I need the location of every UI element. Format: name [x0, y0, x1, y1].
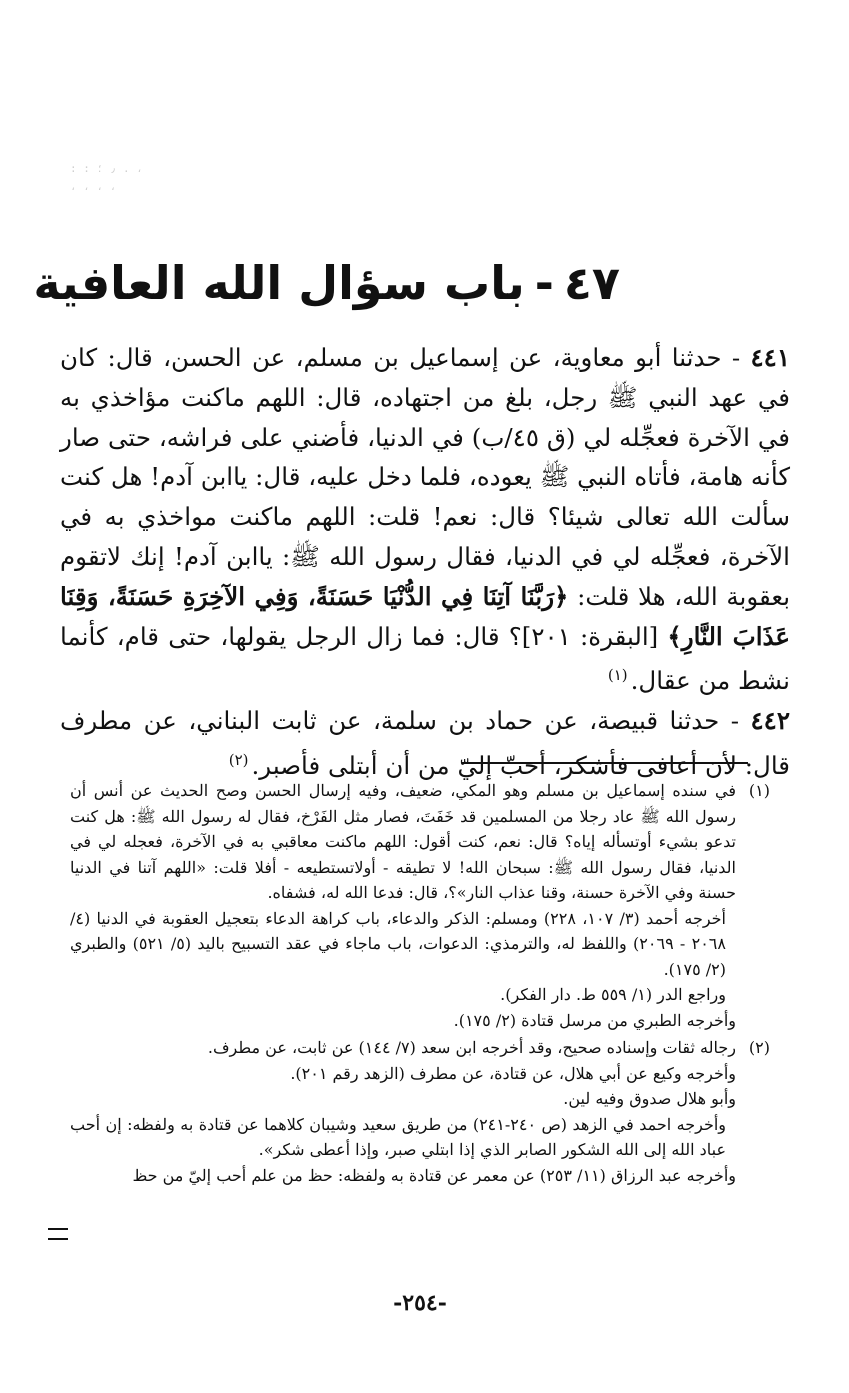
footnote-number: (٢): [748, 1038, 770, 1057]
footnote-paragraph: وأخرجه الطبري من مرسل قتادة (٢/ ١٧٥).: [453, 1010, 736, 1030]
footnote-paragraph: أخرجه أحمد (٣/ ١٠٧، ٢٢٨) ومسلم: الذكر والدعاء، باب كراهة الدعاء بتعجيل العقوبة في الدنيا (٤/ ٢٠٦٨ - ٢٠٦٩) واللفظ له، والترمذي: الدعوات، باب ماجاء في عقد التسبيح باليد (٥/ ٥٢١) والطبري (٢/ ١٧٥).: [70, 908, 726, 979]
footnote-1: [70, 778, 770, 1033]
chapter-dash: -: [534, 256, 554, 310]
footnote-number: (١): [748, 781, 770, 800]
footnote-paragraph: وأخرجه عبد الرزاق (١١/ ٢٥٣) عن معمر عن قتادة به ولفظه: حظ من علم أحب إليّ من حظ: [132, 1165, 736, 1185]
scan-artifact: : : ٫ ؛ . ، ، ، ، ،: [70, 162, 143, 193]
footnotes: [70, 778, 770, 1188]
hadith-number: ٤٤١: [750, 343, 790, 372]
hadith-text: - حدثنا قبيصة، عن حماد بن سلمة، عن ثابت البناني، عن مطرف قال: لأن أعافى فأشكر، أحبّ إليّ من أن أبتلى فأصبر.: [60, 706, 790, 781]
hadith-441: [60, 338, 790, 701]
footnote-paragraph: وأبو هلال صدوق وفيه لين.: [563, 1089, 736, 1108]
footnote-paragraph: وأخرجه احمد في الزهد (ص ٢٤٠-٢٤١) من طريق سعيد وشيبان كلاهما عن قتادة به ولفظه: إن أحب عباد الله إلى الله الشكور الصابر الذي إذا ابتلي صبر، وإذا أعطى شكر».: [70, 1114, 727, 1159]
chapter-number: ٤٧: [563, 256, 620, 310]
footnote-2: [70, 1035, 770, 1188]
chapter-title: باب سؤال الله العافية: [33, 256, 525, 310]
footnote-reference[interactable]: (١): [607, 666, 628, 685]
page-number: -٢٥٤-: [393, 1290, 447, 1316]
footnote-reference[interactable]: (٢): [228, 751, 249, 770]
hadith-text-continued: [البقرة: ٢٠١]؟ قال: فما زال الرجل يقولها، حتى قام، كأنما نشط من عقال.: [60, 621, 790, 696]
hadith-442: [60, 701, 790, 786]
hadith-number: ٤٤٢: [750, 706, 790, 736]
hadith-text: - حدثنا أبو معاوية، عن إسماعيل بن مسلم، عن الحسن، قال: كان في عهد النبي ﷺ رجل، بلغ من اجتهاده، قال: اللهم ماكنت مؤاخذي به في الآخرة فعجِّله لي (ق ٤٥/ب) في الدنيا، فأضني على فراشه، حتى صار كأنه هامة، فأتاه النبي ﷺ يعوده، فلما دخل عليه، قال: ياابن آدم! هل كنت سألت الله تعالى شيئا؟ قال: نعم! قلت: اللهم ماكنت مواخذي به في الآخرة، فعجِّله لي في الدنيا، فقال رسول الله ﷺ: ياابن آدم! إنك لاتقوم بعقوبة الله، هلا قلت:: [60, 343, 791, 611]
footnote-paragraph: رجاله ثقات وإسناده صحيح، وقد أخرجه ابن سعد (٧/ ١٤٤) عن ثابت، عن مطرف.: [207, 1038, 736, 1057]
footnote-paragraph: وأخرجه وكيع عن أبي هلال، عن قتادة، عن مطرف (الزهد رقم ٢٠١).: [290, 1063, 736, 1083]
chapter-heading: [33, 250, 620, 320]
footnote-separator: [462, 762, 748, 764]
footnote-paragraph: وراجع الدر (١/ ٥٥٩ ط. دار الفكر).: [500, 985, 726, 1004]
continuation-mark: [48, 1228, 68, 1240]
footnote-paragraph: في سنده إسماعيل بن مسلم وهو المكي، ضعيف، وفيه إرسال الحسن وصح الحديث عن أنس أن رسول الله ﷺ عاد رجلا من المسلمين قد خَفَتَ، فصار مثل الفَرْخ، فقال له رسول الله ﷺ: هل كنت تدعو بشيء أوتسأله إياه؟ قال: نعم، كنت أقول: اللهم ماكنت معاقبي به في الآخرة، فعجله لي في الدنيا، فقال رسول الله ﷺ: سبحان الله! لا تطيقه - أولاتستطيعه - أفلا قلت: «اللهم آتنا في الدنيا حسنة وفي الآخرة حسنة، وقنا عذاب النار»؟، قال: فدعا الله له، فشفاه.: [70, 781, 737, 902]
quran-verse: ﴿رَبَّنَا آتِنَا فِي الدُّنْيَا حَسَنَةً، وَفِي الآخِرَةِ حَسَنَةً، وَقِنَا عَذَابَ النَّارِ﴾: [60, 581, 790, 651]
main-text: [60, 338, 790, 786]
